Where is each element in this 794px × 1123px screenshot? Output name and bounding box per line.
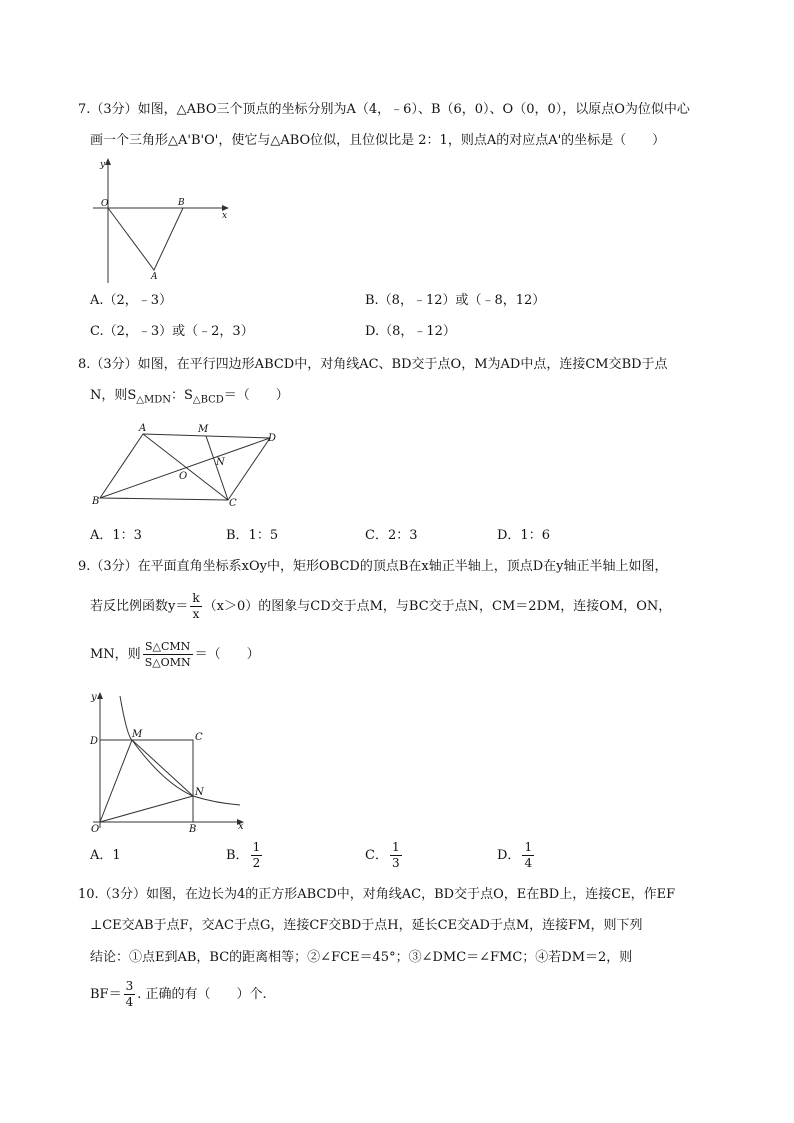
q9-stem-line2 — [90, 588, 671, 626]
q9-figure — [85, 688, 250, 838]
q9-option-d-num: 1 — [524, 840, 533, 854]
q10-line4-frac-num: 3 — [125, 979, 134, 993]
q9-label-c: C — [195, 732, 203, 743]
q8-stem-mid: ：S — [170, 388, 193, 403]
q9-stem3-fraction — [143, 639, 193, 670]
q9-option-d-letter: D． — [497, 848, 521, 863]
q7-label-x: x — [222, 211, 228, 221]
q9-option-c-fraction — [390, 840, 402, 871]
q7-label-y: y — [100, 160, 106, 170]
q8-stem-line1: 8.（3分）如图，在平行四边形ABCD中，对角线AC、BD交于点O，M为AD中点，连接CM交BD于点 — [78, 357, 668, 372]
q9-option-d-fraction — [522, 840, 534, 871]
q10-line4-frac-den: 4 — [125, 995, 134, 1009]
q9-option-c — [365, 836, 404, 876]
q7-option-c: C.（2，﹣3）或（﹣2，3） — [90, 324, 254, 339]
q9-stem2-post: （x＞0）的图象与CD交于点M，与BC交于点N，CM＝2DM，连接OM，ON， — [203, 599, 672, 614]
q8-stem-sub2: △BCD — [192, 394, 224, 406]
q9-stem2-fraction — [190, 591, 201, 622]
q7-option-a: A.（2，﹣3） — [90, 293, 173, 308]
q8-label-b: B — [92, 496, 100, 507]
q9-label-m: M — [132, 729, 143, 740]
q9-option-b-num: 1 — [252, 840, 261, 854]
q9-label-y: y — [91, 692, 97, 703]
q9-option-a-letter: A． — [90, 848, 113, 863]
q9-option-d — [497, 836, 536, 876]
q9-stem-line3 — [90, 636, 260, 674]
q9-stem3-post: ＝（ ） — [194, 647, 260, 662]
q7-label-o: O — [101, 199, 109, 209]
q10-line4-fraction — [124, 979, 136, 1010]
q7-stem-line2: 画一个三角形△A'B'O'，使它与△ABO位似，且位似比是 2：1，则点A的对应点A'的坐标是（ ） — [90, 133, 666, 148]
q9-label-x: x — [238, 821, 244, 832]
q8-label-a: A — [139, 423, 147, 434]
q8-stem-line2 — [90, 386, 289, 411]
q9-option-d-den: 4 — [524, 856, 533, 870]
q8-stem-post: ＝（ ） — [223, 388, 289, 403]
q9-option-a — [90, 846, 121, 866]
q7-label-a: A — [151, 272, 158, 282]
q9-stem3-frac-num: S△CMN — [143, 639, 193, 655]
q7-option-d: D.（8，﹣12） — [365, 324, 456, 339]
q8-option-b: B．1：5 — [226, 528, 279, 543]
q9-stem2-frac-den: x — [192, 607, 200, 621]
q9-option-a-value: 1 — [112, 848, 121, 863]
q7-figure — [88, 155, 238, 290]
q9-option-c-letter: C． — [365, 848, 388, 863]
q10-line3: 结论：①点E到AB，BC的距离相等；②∠FCE＝45°；③∠DMC＝∠FMC；④若DM＝2，则 — [90, 950, 633, 965]
q8-stem-pre: N，则S — [90, 388, 137, 403]
q9-stem-line1: 9.（3分）在平面直角坐标系xOy中，矩形OBCD的顶点B在x轴正半轴上，顶点D在y轴正半轴上如图， — [78, 559, 668, 574]
q10-line4-pre: BF＝ — [90, 987, 122, 1002]
q9-label-d: D — [90, 736, 99, 747]
q8-label-c: C — [229, 498, 237, 509]
q10-line4 — [90, 975, 267, 1015]
q9-option-c-num: 1 — [391, 840, 400, 854]
q10-line4-post: . 正确的有（ ）个. — [137, 987, 267, 1002]
q9-option-b — [226, 836, 264, 876]
q8-label-o: O — [179, 471, 188, 482]
q8-option-d: D．1：6 — [497, 528, 550, 543]
q9-label-b: B — [189, 824, 197, 835]
q9-option-b-den: 2 — [252, 856, 261, 870]
q8-option-c: C．2：3 — [365, 528, 418, 543]
q9-option-b-fraction — [251, 840, 263, 871]
q9-label-o: O — [91, 824, 100, 835]
q9-stem2-frac-num: k — [192, 591, 200, 605]
q9-label-n: N — [195, 787, 204, 798]
q8-label-n: N — [216, 457, 225, 468]
q9-stem3-pre: MN，则 — [90, 647, 141, 662]
q9-stem2-pre: 若反比例函数y＝ — [90, 599, 189, 614]
q7-stem-line1: 7.（3分）如图，△ABO三个顶点的坐标分别为A（4，﹣6）、B（6，0）、O（0，0），以原点O为位似中心 — [78, 102, 690, 117]
q7-option-b: B.（8，﹣12）或（﹣8，12） — [365, 293, 546, 308]
q9-option-c-den: 3 — [391, 856, 400, 870]
q9-stem3-frac-den: S△OMN — [144, 656, 191, 669]
q8-label-m: M — [198, 424, 209, 435]
q8-figure — [88, 418, 288, 513]
q7-label-b: B — [178, 198, 185, 208]
q10-line1: 10.（3分）如图，在边长为4的正方形ABCD中，对角线AC，BD交于点O，E在BD上，连接CE，作EF — [78, 887, 676, 902]
q8-label-d: D — [268, 433, 277, 444]
q9-option-b-letter: B． — [226, 848, 249, 863]
q8-stem-sub1: △MDN — [136, 394, 171, 406]
q10-line2: ⊥CE交AB于点F，交AC于点G，连接CF交BD于点H，延长CE交AD于点M，连接FM，则下列 — [90, 918, 643, 933]
q8-option-a: A．1：3 — [90, 528, 142, 543]
